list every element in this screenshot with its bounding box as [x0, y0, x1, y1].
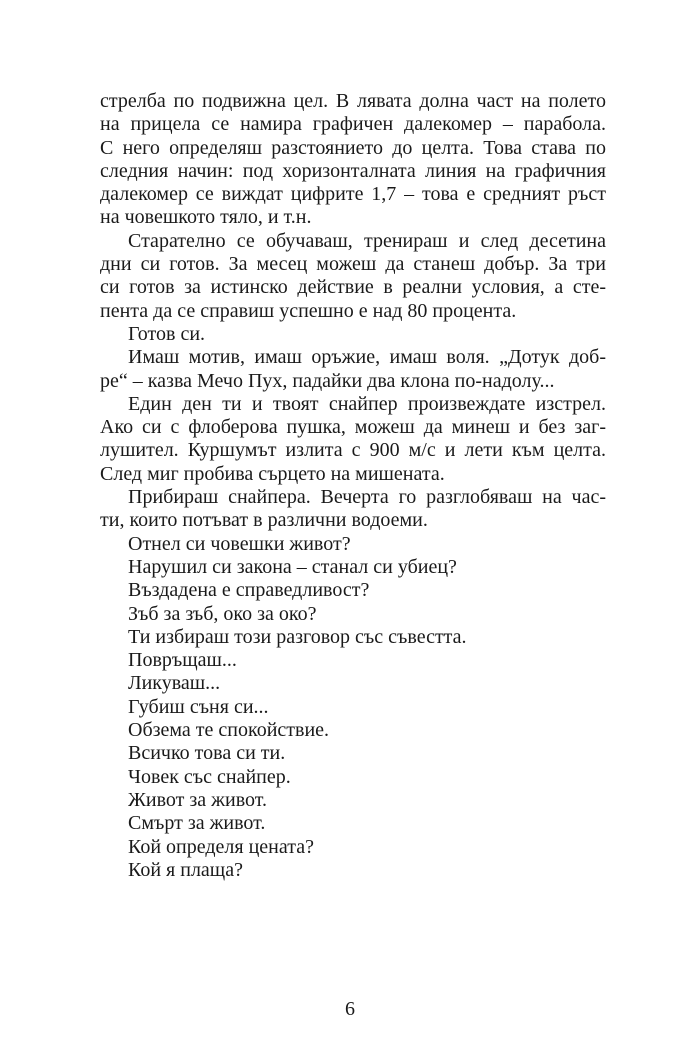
paragraph: [100, 230, 606, 323]
text-line: следния начин: под хоризонталната линия на графичния: [100, 159, 606, 182]
text-line: Живот за живот.: [128, 788, 267, 811]
text-line: ти, които потъват в различни водоеми.: [100, 509, 428, 532]
paragraph: [100, 742, 606, 765]
paragraph: [100, 533, 606, 556]
paragraph: [100, 766, 606, 789]
page-number: 6: [345, 998, 355, 1020]
text-line: дни си готов. За месец можеш да станеш добър. За три: [100, 253, 606, 276]
text-line: Човек със снайпер.: [128, 765, 291, 788]
paragraph: [100, 579, 606, 602]
page-body: [100, 90, 606, 882]
text-line: Прибираш снайпера. Вечерта го разглобяваш на час-: [128, 486, 606, 509]
text-line: Ликуваш...: [128, 672, 221, 695]
text-line: Зъб за зъб, око за око?: [128, 602, 317, 625]
text-line: Ако си с флоберова пушка, можеш да минеш и без заг-: [100, 416, 606, 439]
paragraph: [100, 626, 606, 649]
paragraph: [100, 323, 606, 346]
text-line: лушител. Куршумът излита с 900 м/с и лети към целта.: [100, 439, 606, 462]
text-line: С него определяш разстоянието до целта. Това става по: [100, 136, 606, 159]
paragraph: [100, 486, 606, 533]
paragraph: [100, 603, 606, 626]
text-line: далекомер се виждат цифрите 1,7 – това е средният ръст: [100, 183, 606, 206]
text-line: Смърт за живот.: [128, 812, 266, 835]
text-line: Нарушил си закона – станал си убиец?: [128, 555, 457, 578]
paragraph: [100, 812, 606, 835]
text-line: на прицела се намира графичен далекомер – парабола.: [100, 113, 606, 136]
text-line: Губиш съня си...: [128, 695, 269, 718]
paragraph: [100, 719, 606, 742]
paragraph: [100, 556, 606, 579]
paragraph: [100, 346, 606, 393]
text-line: Въздадена е справедливост?: [128, 579, 370, 602]
paragraph: [100, 672, 606, 695]
text-line: Кой я плаща?: [128, 858, 243, 881]
text-line: Старателно се обучаваш, тренираш и след десетина: [128, 229, 606, 252]
text-line: Ти избираш този разговор със съвестта.: [128, 625, 467, 648]
text-line: стрелба по подвижна цел. В лявата долна част на полето: [100, 90, 606, 112]
text-line: Готов си.: [128, 322, 206, 345]
text-line: Всичко това си ти.: [128, 742, 286, 765]
paragraph: [100, 90, 606, 230]
paragraph: [100, 859, 606, 882]
text-line: Отнел си човешки живот?: [128, 532, 351, 555]
paragraph: [100, 836, 606, 859]
paragraph: [100, 649, 606, 672]
text-line: Един ден ти и твоят снайпер произвеждате изстрел.: [128, 392, 606, 415]
text-line: си готов за истинско действие в реални условия, а сте-: [100, 276, 606, 299]
text-line: пента да се справиш успешно е над 80 процента.: [100, 299, 517, 322]
text-line: ре“ – казва Мечо Пух, падайки два клона по-надолу...: [100, 369, 555, 392]
text-line: След миг пробива сърцето на мишената.: [100, 462, 445, 485]
text-line: на човешкото тяло, и т.н.: [100, 206, 312, 229]
paragraph: [100, 696, 606, 719]
text-line: Имаш мотив, имаш оръжие, имаш воля. „Дотук доб-: [128, 346, 606, 369]
paragraph: [100, 393, 606, 486]
text-line: Обзема те спокойствие.: [128, 719, 330, 742]
paragraph: [100, 789, 606, 812]
text-line: Кой определя цената?: [128, 835, 314, 858]
text-line: Повръщаш...: [128, 649, 237, 672]
